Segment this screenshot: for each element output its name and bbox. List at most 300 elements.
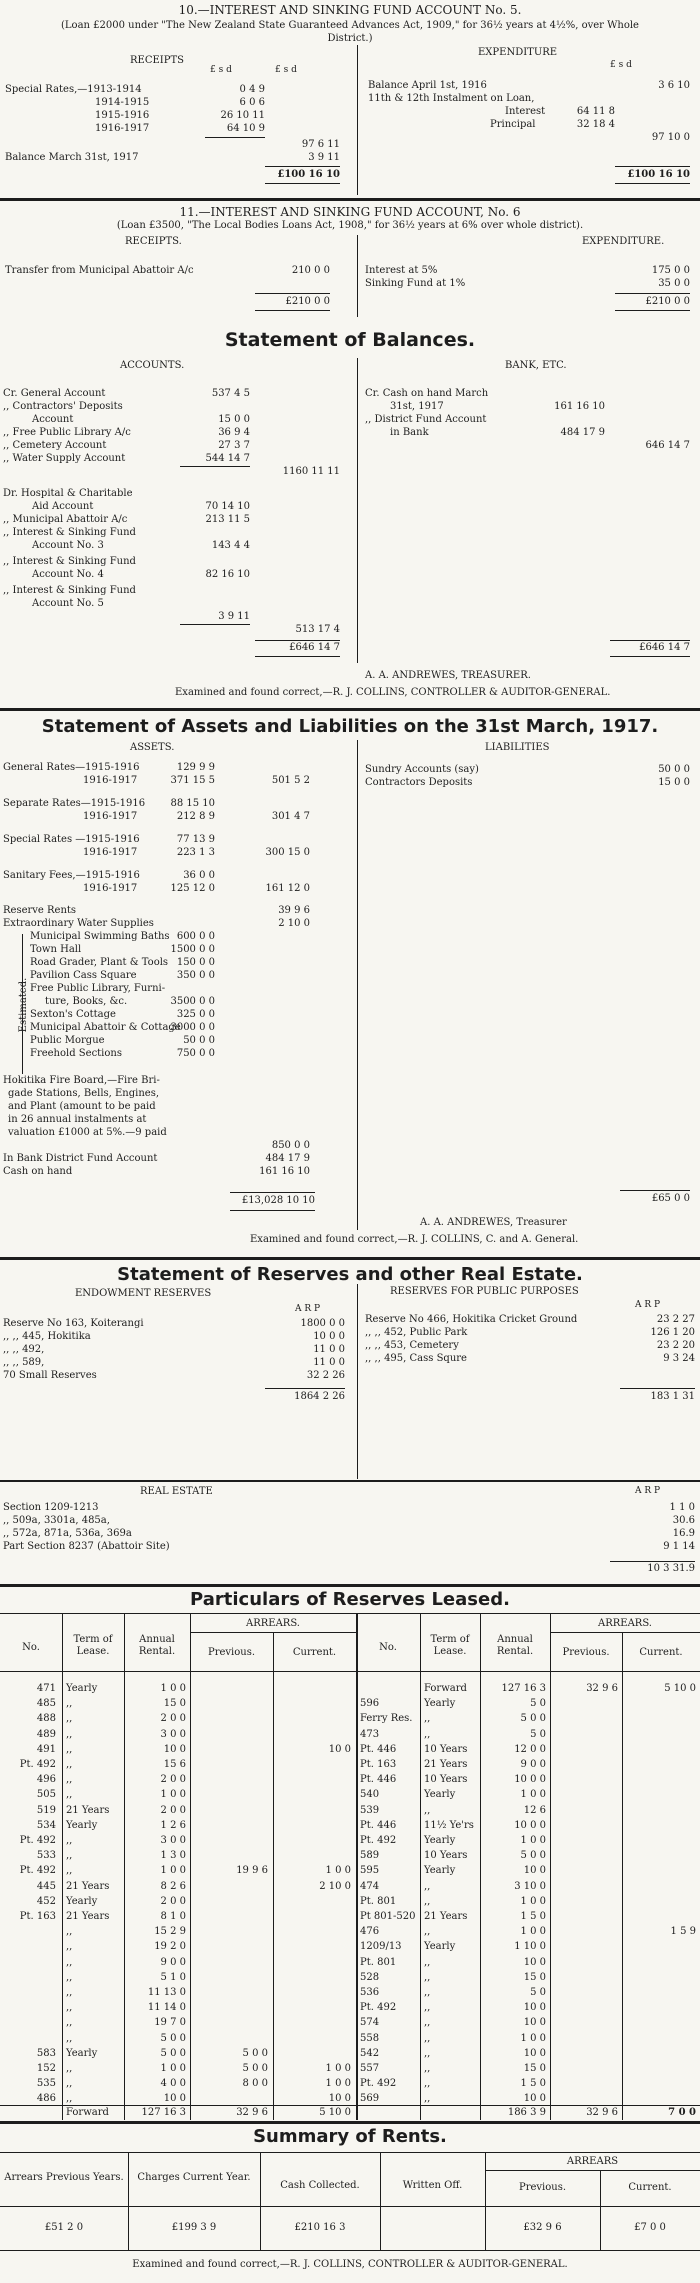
endowment-total: 1864 2 26 <box>294 1391 345 1402</box>
total-rule <box>265 183 340 184</box>
lease-term: ,, <box>66 1728 73 1740</box>
lease-term: Yearly <box>424 1941 456 1953</box>
annual-rental: 15 6 <box>163 1759 186 1770</box>
annual-rental: 10 0 <box>523 2093 546 2105</box>
lease-number: 491 <box>36 1743 56 1755</box>
asset-amount: 88 15 10 <box>170 798 215 809</box>
asset-label: 1916-1917 <box>83 883 138 894</box>
table-row <box>356 2063 700 2077</box>
annual-rental: 1 0 0 <box>160 2063 186 2074</box>
asset-label: General Rates—1915-1916 <box>3 762 140 773</box>
annual-rental: 10 0 <box>523 1956 546 1968</box>
lease-number: Pt. 163 <box>360 1759 397 1770</box>
annual-rental: 12 0 0 <box>514 1743 546 1755</box>
endowment-area: 1800 0 0 <box>300 1318 345 1329</box>
total-rule <box>620 1190 690 1191</box>
lease-number: 519 <box>36 1804 56 1816</box>
public-reserves-total: 183 1 31 <box>650 1391 695 1402</box>
lease-term: ,, <box>66 1987 73 1998</box>
reserves-leased <box>0 1587 700 2137</box>
table-row <box>356 1865 700 1879</box>
annual-rental: 1 0 0 <box>520 1926 546 1938</box>
section-title: Statement of Assets and Liabilities on the 31st March, 1917. <box>41 716 659 737</box>
table-row <box>356 2002 700 2016</box>
annual-rental: 12 6 <box>523 1804 546 1816</box>
lease-number: Pt. 446 <box>360 1819 397 1831</box>
lease-number: 471 <box>36 1683 56 1694</box>
expense-label: 11th & 12th Instalment on Loan, <box>368 93 535 104</box>
total-rule <box>610 640 690 641</box>
liability-amount: 15 0 0 <box>658 777 690 788</box>
annual-rental: 1 5 0 <box>520 2078 546 2090</box>
annual-rental: 5 0 <box>530 1728 546 1740</box>
total-rule <box>620 1388 695 1389</box>
fire-board-amount: 850 0 0 <box>271 1140 310 1151</box>
receipt-label: 1916-1917 <box>95 123 150 134</box>
interest-sinking-fund-5 <box>0 0 700 200</box>
column-divider <box>357 358 358 663</box>
arp-header: A R P <box>635 1300 661 1310</box>
lease-term: 21 Years <box>66 1911 110 1922</box>
table-row <box>0 1896 356 1910</box>
table-rule <box>0 1613 700 1614</box>
estimated-item: Road Grader, Plant & Tools <box>30 957 169 968</box>
annual-rental: 3 10 0 <box>514 1880 546 1892</box>
lease-term: ,, <box>66 1926 73 1938</box>
public-reserve: ,, ,, 452, Public Park <box>365 1327 468 1338</box>
estimated-amount: 600 0 0 <box>176 931 215 942</box>
asset-subtotal: 161 12 0 <box>265 883 310 894</box>
lease-term: ,, <box>424 1728 431 1740</box>
arrears-previous: 19 9 6 <box>236 1865 268 1877</box>
table-row <box>356 1972 700 1986</box>
lease-term: 21 Years <box>424 1911 468 1922</box>
total-rule <box>610 1561 695 1562</box>
endowment-header: ENDOWMENT RESERVES <box>75 1288 212 1299</box>
expense-label: Balance April 1st, 1916 <box>368 80 487 91</box>
lease-term: ,, <box>424 2002 431 2014</box>
lease-number: 557 <box>360 2063 380 2074</box>
asset-subtotal: 501 5 2 <box>271 775 310 786</box>
estimated-amount: 325 0 0 <box>176 1009 215 1020</box>
lease-term: ,, <box>66 1850 73 1862</box>
balance-line: Aid Account <box>32 501 94 512</box>
bank-amount: 484 17 9 <box>560 427 605 438</box>
annual-rental: 8 2 6 <box>160 1880 186 1892</box>
arrears-previous: 5 0 0 <box>242 2063 268 2074</box>
lease-term: 21 Years <box>424 1759 468 1770</box>
estimated-amount: 3000 0 0 <box>170 1022 215 1033</box>
col-header-rental: Annual Rental. <box>138 1634 176 1657</box>
public-reserve: Reserve No 466, Hokitika Cricket Ground <box>365 1314 578 1325</box>
balance-line: Dr. Hospital & Charitable <box>3 488 133 499</box>
annual-rental: 10 0 0 <box>514 1774 546 1786</box>
auditor-note: Examined and found correct,—R. J. COLLINS, C. and A. General. <box>250 1234 579 1245</box>
section-title: 10.—INTEREST AND SINKING FUND ACCOUNT No. 5. <box>178 3 522 17</box>
public-reserve-area: 126 1 20 <box>650 1327 695 1338</box>
table-row <box>356 2048 700 2062</box>
annual-rental: 1 5 0 <box>520 1911 546 1922</box>
subtotal-rule <box>180 624 250 625</box>
lease-term: ,, <box>424 1956 431 1968</box>
asset-label: 1916-1917 <box>83 775 138 786</box>
estimated-amount: 3500 0 0 <box>170 996 215 1007</box>
treasurer-signature: A. A. ANDREWES, TREASURER. <box>365 670 531 681</box>
assets-and-liabilities <box>0 712 700 1280</box>
estimated-item: Pavilion Cass Square <box>30 970 137 981</box>
col-header-no: No. <box>22 1642 40 1653</box>
lease-term: ,, <box>66 2032 73 2044</box>
balance-line: ,, Cemetery Account <box>3 440 107 451</box>
assets-total: £13,028 10 10 <box>241 1195 315 1206</box>
lease-number: Pt 801-520 <box>360 1911 416 1922</box>
asset-label: Sanitary Fees,—1915-1916 <box>3 870 140 881</box>
col-header-previous: Previous. <box>207 1647 256 1658</box>
total-rule <box>255 640 340 641</box>
annual-rental: 1 0 0 <box>520 2032 546 2044</box>
expense-amount: 64 11 8 <box>576 106 615 117</box>
lease-term: ,, <box>66 2017 73 2029</box>
lease-term: ,, <box>424 2078 431 2090</box>
annual-rental: 10 0 <box>523 2047 546 2059</box>
public-reserve: ,, ,, 453, Cemetery <box>365 1340 459 1351</box>
table-row <box>0 1805 356 1819</box>
balance-amount: 36 9 4 <box>218 427 250 438</box>
receipts-total: £210 0 0 <box>285 296 330 307</box>
annual-rental: 127 16 3 <box>501 1683 546 1694</box>
annual-rental: 1 2 6 <box>160 1819 186 1831</box>
lease-number: 474 <box>360 1880 380 1892</box>
bank-grand-total: £646 14 7 <box>639 642 690 653</box>
annual-rental: 1 0 0 <box>520 1895 546 1907</box>
balance-line: ,, Interest & Sinking Fund <box>3 527 136 538</box>
lease-number: 533 <box>36 1850 56 1862</box>
statement-of-balances <box>0 323 700 713</box>
lease-number: 488 <box>36 1713 56 1725</box>
lease-term: 21 Years <box>66 1880 110 1892</box>
receipt-amount: 64 10 9 <box>226 123 265 134</box>
subtotal-rule <box>205 137 265 138</box>
asset-amount: 129 9 9 <box>176 762 215 773</box>
lease-term: 10 Years <box>424 1774 468 1786</box>
treasurer-signature: A. A. ANDREWES, Treasurer <box>420 1217 567 1228</box>
col-header-term: Term of Lease. <box>73 1634 113 1657</box>
table-rule <box>0 2250 700 2251</box>
table-row <box>356 1805 700 1819</box>
table-row <box>0 2017 356 2031</box>
lease-term: ,, <box>66 2093 73 2105</box>
lease-number: Pt. 492 <box>360 2002 397 2014</box>
lease-term: Yearly <box>424 1789 456 1801</box>
summary-of-rents <box>0 2124 700 2283</box>
table-row <box>0 1789 356 1803</box>
lease-term: ,, <box>424 2032 431 2044</box>
lsd-header: £ s d <box>275 65 297 75</box>
auditor-note: Examined and found correct,—R. J. COLLINS, CONTROLLER & AUDITOR-GENERAL. <box>132 2259 568 2270</box>
receipts-header: RECEIPTS. <box>125 236 182 247</box>
forward-previous: 32 9 6 <box>236 2107 268 2118</box>
annual-rental: 5 0 <box>530 1987 546 1998</box>
table-row <box>0 1972 356 1986</box>
asset-label: 1916-1917 <box>83 811 138 822</box>
lease-term: ,, <box>424 1804 431 1816</box>
lease-number: 152 <box>36 2063 56 2074</box>
liabilities-total: £65 0 0 <box>651 1193 690 1204</box>
reserves-statement <box>0 1260 700 1586</box>
lease-number: 558 <box>360 2032 380 2044</box>
table-column-rule <box>128 2152 129 2250</box>
table-row <box>356 1713 700 1727</box>
table-rule <box>0 2105 700 2106</box>
lease-term: ,, <box>66 1971 73 1983</box>
annual-rental: 1 10 0 <box>514 1941 546 1953</box>
expenditure-header: EXPENDITURE <box>478 47 558 58</box>
lease-term: ,, <box>424 2017 431 2029</box>
total-rule <box>615 166 690 167</box>
lease-term: 10 Years <box>424 1743 468 1755</box>
lease-number: 539 <box>360 1804 380 1816</box>
balance-amount: 3 9 11 <box>308 152 340 163</box>
arrears-current: 5 10 0 <box>664 1683 696 1694</box>
table-row <box>0 1957 356 1971</box>
real-estate-area: 16.9 <box>672 1528 695 1539</box>
cash-amount: 161 16 10 <box>259 1166 310 1177</box>
col-header-no: No. <box>379 1642 397 1653</box>
lease-term: ,, <box>66 1835 73 1846</box>
endowment-area: 11 0 0 <box>313 1344 345 1355</box>
table-row <box>0 1759 356 1773</box>
receipts-subtotal: 97 6 11 <box>301 139 340 150</box>
annual-rental: 5 0 0 <box>520 1713 546 1725</box>
lease-term: Yearly <box>424 1698 456 1710</box>
fire-board-line: in 26 annual instalments at <box>8 1114 147 1125</box>
table-row <box>356 1881 700 1895</box>
table-row <box>356 1789 700 1803</box>
expense-label: Principal <box>490 119 536 130</box>
lease-term: Yearly <box>66 2047 98 2059</box>
lease-number: Pt. 801 <box>360 1956 397 1968</box>
public-reserve: ,, ,, 495, Cass Squre <box>365 1353 467 1364</box>
arrears-current: 10 0 <box>328 2093 351 2105</box>
annual-rental: 11 14 0 <box>147 2002 186 2014</box>
lsd-header: £ s d <box>210 65 232 75</box>
annual-rental: 10 0 0 <box>514 1819 546 1831</box>
arrears-current: 1 0 0 <box>325 2063 351 2074</box>
assets-header: ASSETS. <box>130 742 175 753</box>
public-reserve-area: 9 3 24 <box>663 1353 695 1364</box>
table-rule <box>0 2206 700 2207</box>
balance-amount: 27 3 7 <box>218 440 250 451</box>
lsd-header: £ s d <box>610 60 632 70</box>
table-row <box>356 1987 700 2001</box>
annual-rental: 2 0 0 <box>160 1804 186 1816</box>
lease-number: 445 <box>36 1880 56 1892</box>
lease-term: ,, <box>66 1941 73 1953</box>
balance-line: ,, Interest & Sinking Fund <box>3 556 136 567</box>
balance-line: Account No. 3 <box>32 540 104 551</box>
lease-number: Pt. 492 <box>19 1835 56 1846</box>
total-rule <box>255 293 330 294</box>
balance-amount: 213 11 5 <box>205 514 250 525</box>
section-title: 11.—INTEREST AND SINKING FUND ACCOUNT, No. 6 <box>179 205 521 219</box>
table-row <box>356 1957 700 1971</box>
receipt-amount: 26 10 11 <box>220 110 265 121</box>
table-row <box>0 1865 356 1879</box>
lease-number: 542 <box>360 2047 380 2059</box>
bank-line: 31st, 1917 <box>390 401 444 412</box>
table-row <box>0 1835 356 1849</box>
balance-line: ,, Municipal Abattoir A/c <box>3 514 128 525</box>
estimated-amount: 1500 0 0 <box>170 944 215 955</box>
total-rule <box>255 310 330 311</box>
table-row <box>356 2078 700 2092</box>
section-title: Statement of Balances. <box>224 329 476 351</box>
section-divider <box>0 198 700 201</box>
asset-label: Reserve Rents <box>3 905 77 916</box>
asset-label: Special Rates —1915-1916 <box>3 834 140 845</box>
receipt-amount: 210 0 0 <box>291 265 330 276</box>
table-row <box>356 1759 700 1773</box>
table-row <box>356 1820 700 1834</box>
lease-number: 1209/13 <box>360 1941 402 1953</box>
endowment-reserve: Reserve No 163, Koiterangi <box>3 1318 144 1329</box>
table-row <box>0 1744 356 1758</box>
section-title: Particulars of Reserves Leased. <box>190 1589 510 1610</box>
table-rule <box>0 1671 700 1672</box>
total-rule <box>255 656 340 657</box>
lease-number: 595 <box>360 1865 380 1877</box>
bank-label: In Bank District Fund Account <box>3 1153 158 1164</box>
lease-number: 489 <box>36 1728 56 1740</box>
asset-amount: 371 15 5 <box>170 775 215 786</box>
annual-rental: 1 3 0 <box>160 1850 186 1862</box>
table-row <box>0 2048 356 2062</box>
table-row <box>356 1774 700 1788</box>
bank-amount: 161 16 10 <box>554 401 605 412</box>
estimated-item: ture, Books, &c. <box>45 996 128 1007</box>
endowment-area: 11 0 0 <box>313 1357 345 1368</box>
asset-amount: 223 1 3 <box>176 847 215 858</box>
forward-label: Forward <box>66 2107 109 2118</box>
total-rule <box>615 310 690 311</box>
balance-line: Cr. General Account <box>3 388 106 399</box>
table-row <box>0 1729 356 1743</box>
arrears-previous: 8 0 0 <box>242 2078 268 2090</box>
annual-rental: 1 0 0 <box>520 1835 546 1846</box>
section-divider <box>0 1480 700 1482</box>
accounts-total: £646 14 7 <box>289 642 340 653</box>
asset-label: Separate Rates—1915-1916 <box>3 798 146 809</box>
receipt-label: 1914-1915 <box>95 97 150 108</box>
balance-line: ,, Water Supply Account <box>3 453 126 464</box>
lease-term: ,, <box>66 1759 73 1770</box>
lease-number: 596 <box>360 1698 380 1710</box>
lease-number: Pt. 446 <box>360 1774 397 1786</box>
balance-label: Balance March 31st, 1917 <box>5 152 139 163</box>
arrears-previous: 5 0 0 <box>242 2047 268 2059</box>
annual-rental: 3 0 0 <box>160 1728 186 1740</box>
debit-total: 513 17 4 <box>295 624 340 635</box>
lease-term: ,, <box>424 1713 431 1725</box>
expense-subtotal: 97 10 0 <box>651 132 690 143</box>
table-row <box>356 2017 700 2031</box>
endowment-area: 10 0 0 <box>313 1331 345 1342</box>
column-divider <box>357 1284 358 1479</box>
receipt-amount: 0 4 9 <box>239 84 265 95</box>
annual-rental: 15 0 <box>163 1698 186 1710</box>
lease-term: ,, <box>424 1880 431 1892</box>
balance-amount: 70 14 10 <box>205 501 250 512</box>
table-row <box>356 1896 700 1910</box>
column-divider <box>357 235 358 317</box>
forward-current: 5 10 0 <box>319 2107 351 2118</box>
annual-rental: 9 0 0 <box>160 1956 186 1968</box>
total-rule <box>265 166 340 167</box>
table-row <box>356 1835 700 1849</box>
real-estate-total: 10 3 31.9 <box>647 1563 695 1574</box>
table-row <box>356 1850 700 1864</box>
annual-rental: 8 1 0 <box>160 1911 186 1922</box>
total-rental: 186 3 9 <box>507 2107 546 2118</box>
real-estate-item: ,, 509a, 3301a, 485a, <box>3 1515 110 1526</box>
expense-label: Interest at 5% <box>365 265 438 276</box>
table-row <box>0 1850 356 1864</box>
expenditure-header: EXPENDITURE. <box>582 236 665 247</box>
current-arrears-value: £7 0 0 <box>634 2222 666 2233</box>
arp-header: A R P <box>635 1486 661 1496</box>
section-divider <box>0 708 700 711</box>
lease-term: ,, <box>66 2002 73 2014</box>
lease-number: Pt. 163 <box>19 1911 56 1922</box>
annual-rental: 10 0 <box>163 1743 186 1755</box>
lease-number: 535 <box>36 2078 56 2090</box>
table-rule <box>550 1632 700 1633</box>
lease-term: ,, <box>424 2063 431 2074</box>
real-estate-header: REAL ESTATE <box>140 1486 213 1497</box>
col-header-previous: Previous. <box>562 1647 610 1658</box>
table-rule <box>485 2170 700 2171</box>
endowment-reserve: 70 Small Reserves <box>3 1370 97 1381</box>
total-rule <box>610 656 690 657</box>
fire-board-line: valuation £1000 at 5%.—9 paid <box>8 1127 167 1138</box>
bank-line: in Bank <box>390 427 429 438</box>
annual-rental: 15 2 9 <box>154 1926 186 1938</box>
bank-line: Cr. Cash on hand March <box>365 388 489 399</box>
total-rule <box>230 1210 315 1211</box>
endowment-reserve: ,, ,, 589, <box>3 1357 45 1368</box>
receipt-label: Transfer from Municipal Abattoir A/c <box>5 265 194 276</box>
table-row <box>0 1926 356 1940</box>
lease-number: Pt. 492 <box>19 1759 56 1770</box>
asset-amount: 125 12 0 <box>170 883 215 894</box>
table-row <box>0 1941 356 1955</box>
annual-rental: 15 0 <box>523 2063 546 2074</box>
lease-number: 536 <box>360 1987 380 1998</box>
lease-number: 528 <box>360 1971 380 1983</box>
bank-total: 646 14 7 <box>645 440 690 451</box>
annual-rental: 19 7 0 <box>154 2017 186 2029</box>
liability-label: Sundry Accounts (say) <box>365 764 479 775</box>
liability-label: Contractors Deposits <box>365 777 473 788</box>
real-estate-area: 9 1 14 <box>663 1541 695 1552</box>
annual-rental: 1 0 0 <box>160 1683 186 1694</box>
total-rule <box>265 1388 345 1389</box>
annual-rental: 10 0 <box>523 2017 546 2029</box>
col-header-current: Current. <box>628 2182 672 2193</box>
lease-term: ,, <box>66 1789 73 1801</box>
balance-amount: 537 4 5 <box>211 388 250 399</box>
lease-term: 21 Years <box>66 1804 110 1816</box>
